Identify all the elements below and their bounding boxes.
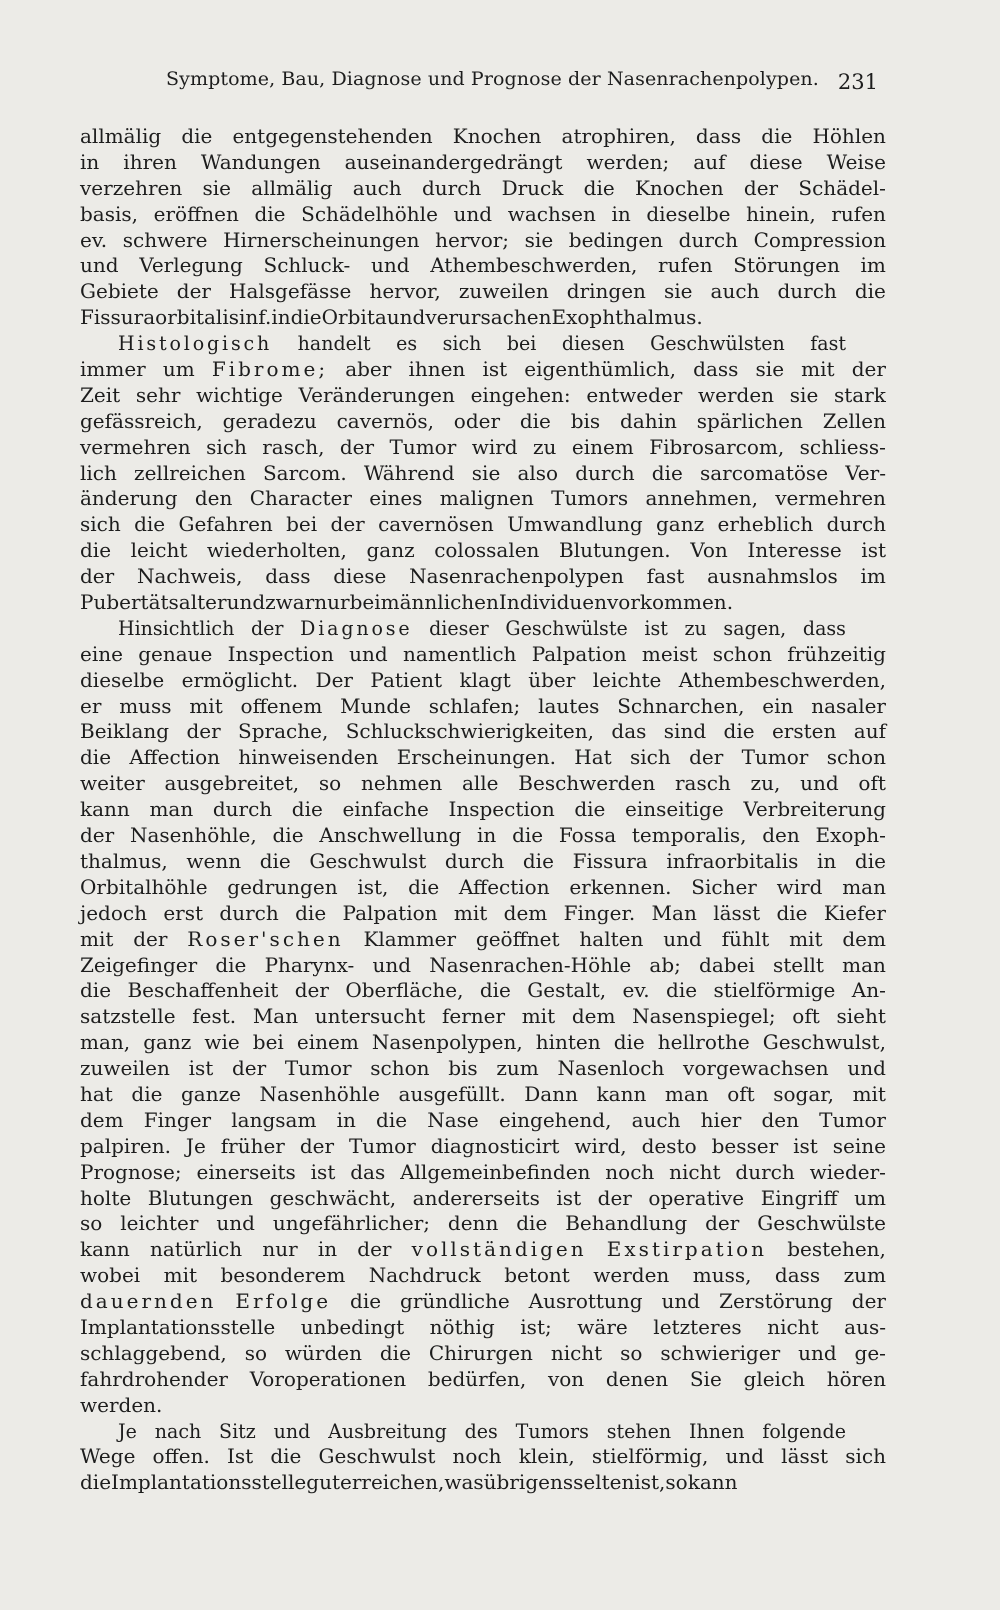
text-line: dem Finger langsam in die Nase eingehend, auch hier den Tumor [80,1107,886,1132]
text-line: eine genaue Inspection und namentlich Palpation meist schon frühzeitig [80,641,886,666]
running-title: Symptome, Bau, Diagnose und Prognose der Nasenrachenpolypen. [166,68,819,90]
text-line: Fissura orbitalis inf. in die Orbita und verursachen Exophthalmus. [80,305,703,330]
text-line: die Beschaffenheit der Oberfläche, die Gestalt, ev. die stielförmige An- [80,978,886,1003]
text-line: immer um Fibrome; aber ihnen ist eigenthümlich, dass sie mit der [80,357,886,382]
text-line: er muss mit offenem Munde schlafen; lautes Schnarchen, ein nasaler [80,693,886,718]
text-line: hat die ganze Nasenhöhle ausgefüllt. Dann kann man oft sogar, mit [80,1081,886,1106]
text-line: werden. [80,1392,163,1417]
text-line: thalmus, wenn die Geschwulst durch die Fissura infraorbitalis in die [80,848,886,873]
text-line: Wege offen. Ist die Geschwulst noch klein, stielförmig, und lässt sich [80,1444,886,1469]
text-line: schlaggebend, so würden die Chirurgen nicht so schwieriger und ge- [80,1340,886,1365]
text-line: jedoch erst durch die Palpation mit dem Finger. Man lässt die Kiefer [80,900,886,925]
text-line: Je nach Sitz und Ausbreitung des Tumors stehen Ihnen folgende [118,1418,846,1443]
text-line: änderung den Character eines malignen Tumors annehmen, vermehren [80,486,886,511]
page-number: 231 [837,70,878,94]
text-line: so leichter und ungefährlicher; denn die Behandlung der Geschwülste [80,1211,886,1236]
text-line: wobei mit besonderem Nachdruck betont werden muss, dass zum [80,1263,886,1288]
text-line: dauernden Erfolge die gründliche Ausrottung und Zerstörung der [80,1289,886,1314]
text-line: der Nasenhöhle, die Anschwellung in die Fossa temporalis, den Exoph- [80,823,886,848]
text-line: die leicht wiederholten, ganz colossalen Blutungen. Von Interesse ist [80,538,886,563]
text-line: satzstelle fest. Man untersucht ferner mit dem Nasenspiegel; oft sieht [80,1004,886,1029]
text-line: man, ganz wie bei einem Nasenpolypen, hinten die hellrothe Geschwulst, [80,1030,886,1055]
text-line: mit der Roser'schen Klammer geöffnet halten und fühlt mit dem [80,926,886,951]
text-line: Orbitalhöhle gedrungen ist, die Affection erkennen. Sicher wird man [80,874,886,899]
text-line: ev. schwere Hirnerscheinungen hervor; sie bedingen durch Compression [80,227,886,252]
text-line: fahrdrohender Voroperationen bedürfen, von denen Sie gleich hören [80,1366,886,1391]
text-line: kann natürlich nur in der vollständigen Exstirpation bestehen, [80,1237,886,1262]
text-line: zuweilen ist der Tumor schon bis zum Nasenloch vorgewachsen und [80,1056,886,1081]
text-line: Beiklang der Sprache, Schluckschwierigkeiten, das sind die ersten auf [80,719,886,744]
text-line: Pubertätsalter und zwar nur bei männlichen Individuen vorkommen. [80,590,734,615]
text-line: Histologisch handelt es sich bei diesen Geschwülsten fast [118,331,847,356]
text-line: in ihren Wandungen auseinandergedrängt werden; auf diese Weise [80,149,886,174]
text-line: gefässreich, geradezu cavernös, oder die bis dahin spärlichen Zellen [80,408,886,433]
text-line: Zeigefinger die Pharynx- und Nasenrachen-Höhle ab; dabei stellt man [80,952,886,977]
text-line: Hinsichtlich der Diagnose dieser Geschwülste ist zu sagen, dass [118,615,846,640]
text-line: Zeit sehr wichtige Veränderungen eingehen: entweder werden sie stark [80,382,886,407]
text-line: Implantationsstelle unbedingt nöthig ist; wäre letzteres nicht aus- [80,1314,886,1339]
text-line: die Affection hinweisenden Erscheinungen. Hat sich der Tumor schon [80,745,886,770]
text-line: allmälig die entgegenstehenden Knochen atrophiren, dass die Höhlen [80,124,886,148]
text-line: und Verlegung Schluck- und Athembeschwerden, rufen Störungen im [80,253,886,278]
text-line: basis, eröffnen die Schädelhöhle und wachsen in dieselbe hinein, rufen [80,201,886,226]
text-line: der Nachweis, dass diese Nasenrachenpolypen fast ausnahmslos im [80,564,886,589]
running-header [80,68,886,100]
text-line: verzehren sie allmälig auch durch Druck die Knochen der Schädel- [80,175,886,200]
text-line: die Implantationsstelle gut erreichen, was übrigens selten ist, so kann [80,1470,738,1495]
text-line: Gebiete der Halsgefässe hervor, zuweilen dringen sie auch durch die [80,279,886,304]
text-line: Prognose; einerseits ist das Allgemeinbefinden noch nicht durch wieder- [80,1159,886,1184]
text-line: palpiren. Je früher der Tumor diagnosticirt wird, desto besser ist seine [80,1133,886,1158]
text-line: weiter ausgebreitet, so nehmen alle Beschwerden rasch zu, und oft [80,771,886,796]
body-text [80,124,886,1496]
text-line: vermehren sich rasch, der Tumor wird zu einem Fibrosarcom, schliess- [80,434,886,459]
text-line: holte Blutungen geschwächt, andererseits ist der operative Eingriff um [80,1185,886,1210]
text-line: dieselbe ermöglicht. Der Patient klagt über leichte Athembeschwerden, [80,667,886,692]
text-line: kann man durch die einfache Inspection die einseitige Verbreiterung [80,797,886,822]
text-line: sich die Gefahren bei der cavernösen Umwandlung ganz erheblich durch [80,512,886,537]
text-line: lich zellreichen Sarcom. Während sie also durch die sarcomatöse Ver- [80,460,886,485]
